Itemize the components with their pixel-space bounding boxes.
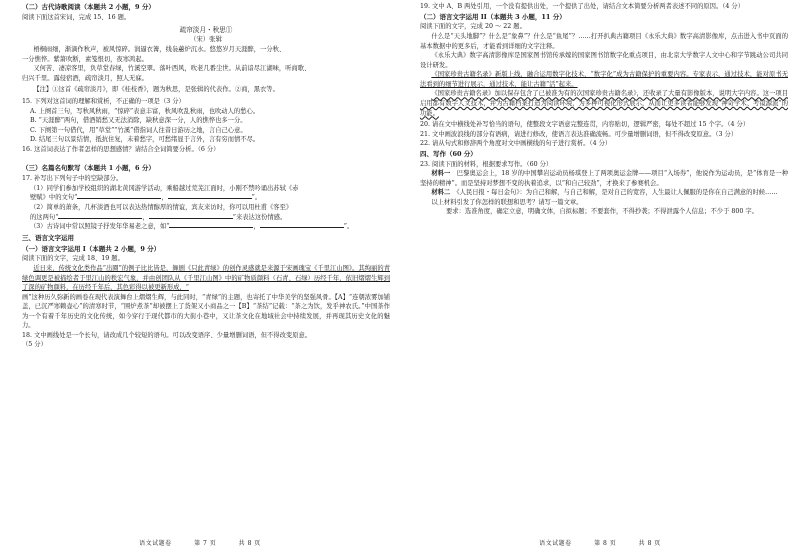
language-1-instruction: 阅读下面的文字，完成 18、19 题。 [22,255,124,263]
answer-blank[interactable] [77,193,161,199]
writing-task: 以上材料引发了你怎样的联想和思考？请写一篇文章。 [431,198,583,206]
language-2-paragraph: 《国家珍贵古籍名录》加以保存包含了已被准为有的次国家珍贵古籍名录》，还收录了大量有影像版本，说明大字内容。这一项目启用都有数字人文技术，并为古籍档案打造为阅读环境，为多种可视化形式展示，从而让更多读者能够发现“神奇学术、考镜源流”的功能。 [420,90,788,117]
poem-line: 又何苦、凄凉客里，负草堂春绿，竹溪空翠。落叶西风，吹老几番尘世。从前谙尽江湖味，听商歌、 [33,65,311,73]
q17-part-2: （2）简单的萧条，几杯淡酒也可以表达热情醇厚的情谊，宾友来访时，你可以用杜甫《客至》 的这两句“ ， ”来表达这份情感。 [30,203,293,221]
writing-requirements: 要求：选准角度，确定立意，明确文体，自拟标题；不要套作，不得抄袭；不得泄露个人信息；不少于 800 字。 [446,208,758,216]
answer-blank[interactable] [168,193,252,199]
poem-author: （宋）张辑 [190,35,222,44]
q15-option-b: B. “天涯醉”两句，借酒销愁又无法消除，缺秋意深一分，人的憔悴也多一分。 [30,117,247,125]
question-21: 21. 文中画波浪线的部分有语病，请进行修改，使语言表达准确流畅。可少量增删词语，但不得改变原意。（3 分） [420,130,738,138]
q15-option-c: C. 下阕第一句借代，用“草堂”“竹溪”借指词人往昔日游历之地，言自己心意。 [30,126,247,134]
language-2-paragraph: 什么是“天头地脚”？什么是“象鼻”？什么是“鱼尾”？……打开扒典古籍项目《永乐大典》数字高清影像库，点击进入书中页面的基本数据中的更多后，才能看到详细的文字注释。 [420,33,788,50]
language-2-paragraph: 《国家珍贵古籍名录》新版上线，融合运用数字化技术，“数字化”成为古籍保护的重要内容。专家表示，通过技术，能对原书无法看到的细节进行展示，通过技术，能让古籍“活”起来。 [420,71,788,88]
poem-line: 一分憔悴。紫箫吹断，素笺恨切，夜寒鸿起。 [22,55,148,63]
section-famous-heading: （三）名篇名句默写（本题共 1 小题，6 分） [22,164,155,173]
material-1: 材料一 巴黎奥运会上，18 岁的中国攀岩运动员杨琪登上了两项奥运金牌——项目“入场券”，他说作为运动员，是“体育是一种坚持的精神”。而是坚持对梦想不变的执着追求，以“和自己较劲”，才换来了参赛机会。 [420,170,789,187]
answer-blank[interactable] [149,213,233,219]
section-language-heading: 三、语言文字运用 [22,233,74,242]
q17-part-1: （1）同学们参加学校组织的湖北黄冈游学活动，乘船越过荒芜江面时，小刚不禁吟诵出苏轼《赤 壁赋》中的文句“ ， ”。 [30,184,299,202]
question-18: 18. 文中画线处是一个长句，请改成几个较短的语句。可以改变语序、少量增删词语，但不得改变原意。 [22,331,312,339]
q15-option-a: A. 上阕首三句，写秋风秋雨，“惊碎”表意丰富，秋风吹乱秋雨，也吹动人的愁心。 [30,107,260,115]
question-22: 22. 请从句式和修辞两个角度对文中画横线的句子进行赏析。（4 分） [420,140,612,148]
q17-part-3: （3）古诗词中常以照镜子抒发年华易老之意，如“ ， ”。 [30,223,354,231]
answer-blank[interactable] [58,213,142,219]
question-17: 17. 补写出下列句子中的空缺部分。 [22,175,123,183]
poem-note: 【注】①这首《疏帘淡月》，即《桂枝香》，题为秋思，是张辑的代表作。②商，黑衣等。 [33,86,279,94]
page-footer: 语文试题卷 第 7 页 共 8 页 [139,539,261,547]
answer-blank[interactable] [169,222,253,228]
section-language-2-heading: （二）语言文字运用 II（本题共 3 小题，11 分） [420,12,566,21]
question-20: 20. 请在文中横线处补写恰当的语句，使整段文字语意完整连贯，内容贴切，逻辑严密，每处不超过 15 个字。（4 分） [420,121,750,129]
material-2: 材料二 《人民日报・每日金句》：为自己和解，与自己和解，是对自己的宽容，人生最让人佩服的是你在自己满意的时候…… [431,189,778,197]
section-poetry-heading: （二）古代诗歌阅读（本题共 2 小题，9 分） [22,3,155,11]
poem-line: 梧桐雨细，渐滴作秋声，被风惊碎。润逼衣篝，线袅蕙炉沉水。悠悠岁月天涯醉，一分秋、 [33,46,286,54]
question-23: 23. 阅读下面的材料，根据要求写作。（60 分） [420,160,553,168]
poetry-instruction: 阅读下面这首宋词，完成 15、16 题。 [22,13,131,21]
poem-line: 归兴千里。露侵宿酒，疏帘淡月，照人无寐。 [22,74,148,82]
answer-blank[interactable] [260,222,344,228]
poem-title: 疏帘淡月・秋思① [179,26,233,35]
question-15: 15. 下列对这首词的理解和赏析，不正确的一项是（3 分） [22,98,185,105]
language-1-passage-cont: 画”这种历久弥新的画卷在现代表演舞台上熠熠生辉，与此同时，“青绿”的主题，也寄托了中华美学的坚强风骨。【A】“连朝浓雾加铺盖，已沉严寒赖壶心”的清寒时节，“围炉煮茶”却被摆上了货架又小商品之一【B】“茶结”记载：“茶之为饮，发乎神农氏。”中国茶作为一个有着千年历史的文化传统，如今穿行于现代都市的大街小巷中，又让茶文化在地域社会中持续发展，并再现其历史文化的魅力。 [22,293,390,330]
question-19: 19. 文中 A、B 两处引用，一个没有提供出处，一个提供了出处，请结合文本简要分析两者表述不同的原因。（4 分） [420,3,745,10]
section-writing-heading: 四、写作（60 分） [420,149,477,158]
section-language-1-heading: （一）语言文字运用 I（本题共 2 小题，9 分） [22,244,161,253]
page-footer: 语文试题卷 第 8 页 共 8 页 [539,539,661,547]
question-16: 16. 这首词表达了作者怎样的思想感情？请结合全词简要分析。（6 分） [22,145,220,153]
page-8 [400,0,800,555]
q15-option-d: D. 结尾三句以景结情，抵抗住复，未着愁字，可愁绪显于言外，言有穷而情不尽。 [30,136,260,144]
language-2-instruction: 阅读下面的文字，完成 20 ～ 22 题。 [420,23,526,31]
question-18-score: （5 分） [22,341,47,349]
language-1-passage: 近日来，传统文化类作品“出圈”的例子比比皆是，舞剧《只此青绿》的创作灵感就是来源于宋画瑰宝《千里江山图》。其绚丽的青绿色调更是被描绘者于里江山的秩宏气象，并由创团队从《千里江山图》中的矿物质颜料（石青、石绿）历经千年，依旧熠熠生辉到了深的矿物颜料，在历经千年后，其色彩得以被更新形成，“ [22,264,390,292]
language-2-paragraph: 《永乐大典》数字高清影像库是国家图书馆传承嫁的国家图书馆数字化重点项目，由北京大学数字人文中心和字节跳动公司共同设计研发。 [420,52,788,69]
